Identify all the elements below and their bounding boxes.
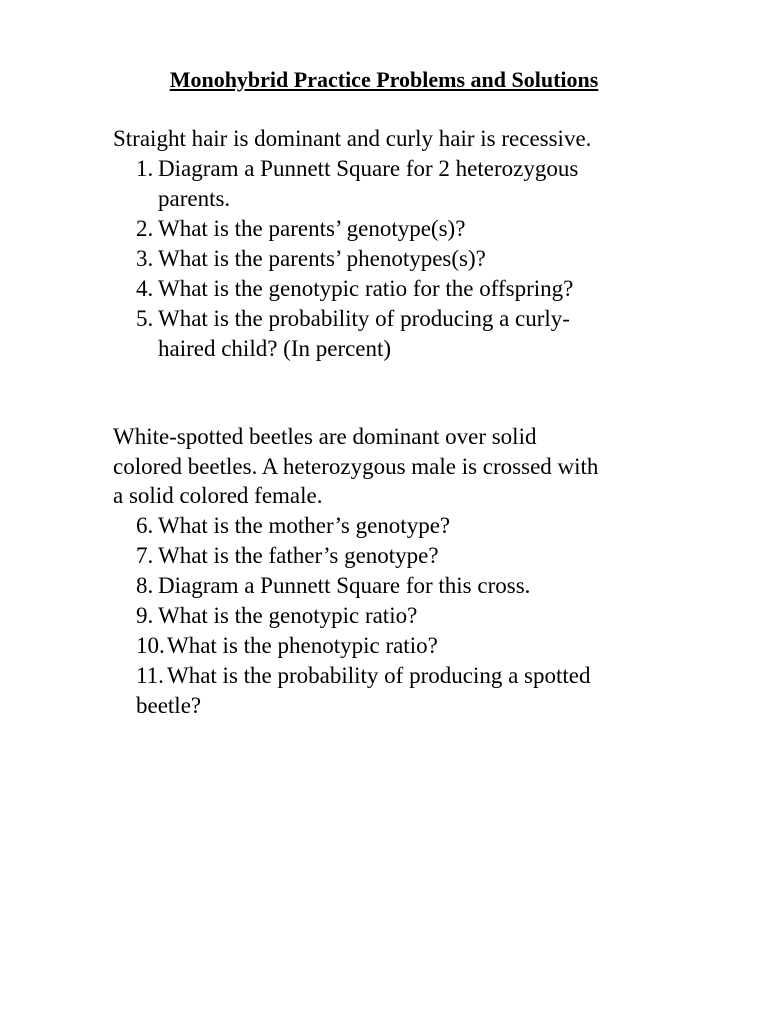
question-3: [136, 244, 486, 274]
question-text: Diagram a Punnett Square for this cross.: [158, 573, 531, 598]
question-number: 8.: [136, 573, 154, 598]
question-number: 1.: [136, 156, 154, 181]
question-text: What is the genotypic ratio?: [158, 603, 418, 628]
question-number: 4.: [136, 276, 154, 301]
question-1-continuation: parents.: [158, 186, 231, 211]
question-9: [136, 601, 417, 631]
question-text: What is the parents’ genotype(s)?: [158, 216, 466, 241]
question-7: [136, 541, 439, 571]
question-11-continuation: beetle?: [136, 693, 202, 718]
question-text: What is the probability of producing a spotted: [167, 663, 591, 688]
question-number: 5.: [136, 306, 154, 331]
question-6: [136, 511, 450, 541]
question-4: [136, 274, 573, 304]
question-text: What is the phenotypic ratio?: [167, 633, 438, 658]
question-text: What is the mother’s genotype?: [158, 513, 451, 538]
page-title: Monohybrid Practice Problems and Solutions: [169, 67, 599, 92]
question-number: 6.: [136, 513, 154, 538]
section1-intro: Straight hair is dominant and curly hair is recessive.: [113, 126, 592, 151]
question-10: [136, 631, 438, 661]
question-number: 10.: [136, 633, 165, 658]
question-number: 9.: [136, 603, 154, 628]
question-1: [136, 154, 578, 184]
section2-intro-line-1: White-spotted beetles are dominant over solid: [113, 424, 537, 449]
question-text: What is the genotypic ratio for the offspring?: [158, 276, 574, 301]
question-number: 7.: [136, 543, 154, 568]
question-2: [136, 214, 465, 244]
question-5: [136, 304, 570, 334]
question-text: What is the father’s genotype?: [158, 543, 439, 568]
question-number: 3.: [136, 246, 154, 271]
question-text: What is the parents’ phenotypes(s)?: [158, 246, 486, 271]
question-8: [136, 571, 530, 601]
section2-intro-line-3: a solid colored female.: [113, 483, 323, 508]
section2-intro-line-2: colored beetles. A heterozygous male is crossed with: [113, 454, 599, 479]
question-text: What is the probability of producing a curly-: [158, 306, 570, 331]
question-5-continuation: haired child? (In percent): [158, 336, 392, 361]
question-number: 11.: [136, 663, 164, 688]
question-number: 2.: [136, 216, 154, 241]
question-11: [136, 661, 591, 691]
question-text: Diagram a Punnett Square for 2 heterozygous: [158, 156, 579, 181]
